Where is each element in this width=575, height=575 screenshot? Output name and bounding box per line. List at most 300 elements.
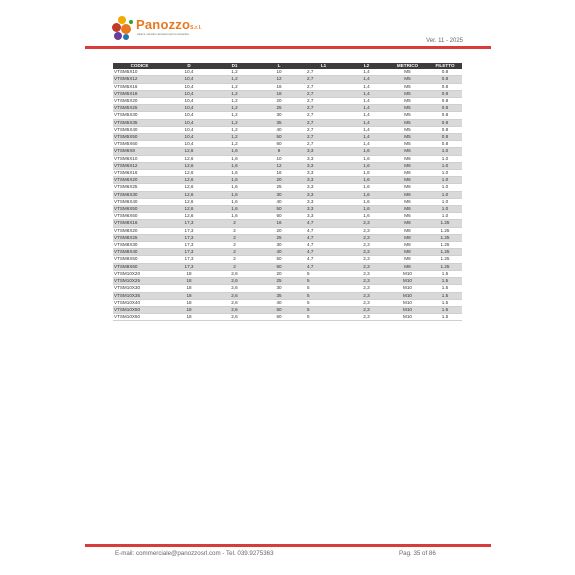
table-cell: 25 xyxy=(257,184,301,191)
table-row xyxy=(113,134,462,141)
table-cell: 2 xyxy=(212,249,257,256)
table-row xyxy=(113,105,462,112)
table-cell: 18 xyxy=(257,90,301,97)
table-cell: M10 xyxy=(387,270,428,277)
table-row xyxy=(113,162,462,169)
table-cell: M8 xyxy=(387,263,428,270)
table-cell: 50 xyxy=(257,134,301,141)
table-row xyxy=(113,249,462,256)
table-cell: 1,2 xyxy=(212,105,257,112)
table-row xyxy=(113,292,462,299)
table-cell: VTSM8X40 xyxy=(113,249,166,256)
table-cell: 25 xyxy=(257,105,301,112)
table-cell: VTSM5X10 xyxy=(113,69,166,76)
table-cell: 3,3 xyxy=(301,162,346,169)
table-cell: 1,2 xyxy=(212,119,257,126)
table-cell: 20 xyxy=(257,227,301,234)
table-cell: 1,2 xyxy=(212,83,257,90)
table-cell: 1.5 xyxy=(428,292,462,299)
table-cell: 2,3 xyxy=(346,256,387,263)
column-header: L2 xyxy=(346,63,387,69)
table-cell: 1.5 xyxy=(428,314,462,321)
table-cell: 17,3 xyxy=(166,242,212,249)
table-cell: 1.25 xyxy=(428,220,462,227)
table-cell: M6 xyxy=(387,170,428,177)
table-cell: 10,4 xyxy=(166,141,212,148)
table-row xyxy=(113,278,462,285)
table-cell: VTSM5X30 xyxy=(113,112,166,119)
table-cell: M5 xyxy=(387,134,428,141)
table-cell: 3,3 xyxy=(301,148,346,155)
table-cell: 12,6 xyxy=(166,213,212,220)
table-cell: VTSM8X30 xyxy=(113,242,166,249)
table-cell: 1.0 xyxy=(428,213,462,220)
table-cell: M10 xyxy=(387,292,428,299)
table-cell: VTSM6X40 xyxy=(113,198,166,205)
table-cell: VTSM10X40 xyxy=(113,299,166,306)
table-cell: 30 xyxy=(257,191,301,198)
table-cell: 1.0 xyxy=(428,177,462,184)
table-cell: 12,6 xyxy=(166,162,212,169)
table-cell: M10 xyxy=(387,306,428,313)
table-cell: 1,6 xyxy=(346,213,387,220)
table-cell: 12 xyxy=(257,76,301,83)
table-cell: VTSM10X60 xyxy=(113,314,166,321)
table-cell: 40 xyxy=(257,299,301,306)
table-cell: 2 xyxy=(212,256,257,263)
table-cell: 2,3 xyxy=(346,263,387,270)
table-cell: VTSM6X25 xyxy=(113,184,166,191)
table-cell: M5 xyxy=(387,90,428,97)
table-cell: 12,6 xyxy=(166,148,212,155)
table-cell: 1,4 xyxy=(346,126,387,133)
table-cell: M6 xyxy=(387,184,428,191)
table-cell: 20 xyxy=(257,177,301,184)
table-cell: 2,7 xyxy=(301,134,346,141)
table-cell: 0.8 xyxy=(428,90,462,97)
table-cell: 1,6 xyxy=(212,191,257,198)
table-cell: 30 xyxy=(257,242,301,249)
table-cell: 1.0 xyxy=(428,162,462,169)
table-cell: 1.0 xyxy=(428,170,462,177)
table-row xyxy=(113,213,462,220)
table-cell: 12,6 xyxy=(166,206,212,213)
table-cell: 1,4 xyxy=(346,83,387,90)
table-cell: 17,3 xyxy=(166,234,212,241)
page-header xyxy=(0,0,575,50)
table-cell: 50 xyxy=(257,306,301,313)
table-cell: 1,4 xyxy=(346,90,387,97)
table-cell: M6 xyxy=(387,198,428,205)
table-cell: 1,6 xyxy=(346,170,387,177)
table-cell: 2,7 xyxy=(301,105,346,112)
table-row xyxy=(113,191,462,198)
table-cell: 18 xyxy=(166,299,212,306)
table-cell: 40 xyxy=(257,198,301,205)
table-cell: 35 xyxy=(257,292,301,299)
table-row xyxy=(113,69,462,76)
column-header: L xyxy=(257,63,301,69)
table-cell: VTSM5X35 xyxy=(113,119,166,126)
column-header: FILETTO xyxy=(428,63,462,69)
table-cell: VTSM5X40 xyxy=(113,126,166,133)
table-cell: 1,6 xyxy=(346,155,387,162)
table-cell: 1,6 xyxy=(346,162,387,169)
table-cell: 0.8 xyxy=(428,98,462,105)
brand-tagline: sistemi, utensili e accessori per la meccanica xyxy=(137,33,189,36)
table-cell: VTSM5X20 xyxy=(113,98,166,105)
table-cell: 2,3 xyxy=(346,249,387,256)
table-cell: VTSM10X25 xyxy=(113,278,166,285)
table-cell: M6 xyxy=(387,213,428,220)
table-cell: M6 xyxy=(387,191,428,198)
table-cell: 60 xyxy=(257,263,301,270)
table-cell: M10 xyxy=(387,299,428,306)
table-cell: 2,6 xyxy=(212,299,257,306)
table-cell: 18 xyxy=(166,306,212,313)
table-cell: M8 xyxy=(387,234,428,241)
table-cell: 1.0 xyxy=(428,191,462,198)
table-cell: 10,4 xyxy=(166,126,212,133)
table-cell: M10 xyxy=(387,314,428,321)
table-cell: M5 xyxy=(387,112,428,119)
table-cell: 20 xyxy=(257,270,301,277)
table-row xyxy=(113,119,462,126)
table-cell: M6 xyxy=(387,162,428,169)
table-cell: 3,3 xyxy=(301,213,346,220)
document-version: Ver. 11 - 2025 xyxy=(426,38,463,44)
table-cell: 1,4 xyxy=(346,76,387,83)
table-cell: VTSM5X25 xyxy=(113,105,166,112)
table-cell: 10,4 xyxy=(166,76,212,83)
table-cell: 3,3 xyxy=(301,206,346,213)
table-cell: 5 xyxy=(301,278,346,285)
table-cell: 0.8 xyxy=(428,105,462,112)
table-cell: 2,7 xyxy=(301,98,346,105)
table-cell: 1,6 xyxy=(346,198,387,205)
table-cell: 1,4 xyxy=(346,98,387,105)
table-cell: 1.5 xyxy=(428,270,462,277)
table-cell: 2,7 xyxy=(301,69,346,76)
table-cell: 3,3 xyxy=(301,170,346,177)
table-cell: VTSM6X30 xyxy=(113,191,166,198)
table-cell: VTSM8X16 xyxy=(113,220,166,227)
table-cell: 60 xyxy=(257,141,301,148)
table-cell: M8 xyxy=(387,249,428,256)
table-cell: 16 xyxy=(257,220,301,227)
table-cell: 4,7 xyxy=(301,249,346,256)
table-cell: 2,7 xyxy=(301,76,346,83)
table-cell: 2,3 xyxy=(346,292,387,299)
table-cell: 40 xyxy=(257,126,301,133)
table-row xyxy=(113,256,462,263)
table-cell: 10,4 xyxy=(166,90,212,97)
table-cell: 3,3 xyxy=(301,191,346,198)
table-cell: 10,4 xyxy=(166,105,212,112)
table-cell: 2,3 xyxy=(346,220,387,227)
table-cell: M8 xyxy=(387,242,428,249)
table-cell: VTSM10X20 xyxy=(113,270,166,277)
table-cell: 12,6 xyxy=(166,170,212,177)
table-cell: 2,6 xyxy=(212,292,257,299)
table-cell: 1,6 xyxy=(346,148,387,155)
table-row xyxy=(113,126,462,133)
table-cell: 50 xyxy=(257,256,301,263)
table-cell: 0.8 xyxy=(428,112,462,119)
table-cell: 17,3 xyxy=(166,256,212,263)
table-cell: 1.25 xyxy=(428,227,462,234)
brand-name: PanozzoS.r.l. xyxy=(136,17,202,32)
table-cell: 1,4 xyxy=(346,141,387,148)
table-cell: 30 xyxy=(257,285,301,292)
table-cell: 8 xyxy=(257,148,301,155)
table-cell: 1,6 xyxy=(346,191,387,198)
table-row xyxy=(113,155,462,162)
table-cell: 1,2 xyxy=(212,126,257,133)
table-cell: VTSM8X20 xyxy=(113,227,166,234)
table-cell: 1,6 xyxy=(212,177,257,184)
table-cell: 1,2 xyxy=(212,76,257,83)
table-cell: 5 xyxy=(301,292,346,299)
table-cell: 17,3 xyxy=(166,220,212,227)
table-cell: 2,3 xyxy=(346,242,387,249)
logo-dots-icon xyxy=(112,16,134,44)
table-cell: M8 xyxy=(387,220,428,227)
table-cell: 1.5 xyxy=(428,299,462,306)
table-cell: 17,3 xyxy=(166,263,212,270)
table-cell: 10,4 xyxy=(166,134,212,141)
table-cell: 3,3 xyxy=(301,155,346,162)
table-cell: 2 xyxy=(212,220,257,227)
table-cell: 18 xyxy=(166,292,212,299)
table-cell: 20 xyxy=(257,98,301,105)
table-cell: M5 xyxy=(387,105,428,112)
table-cell: 2,6 xyxy=(212,306,257,313)
table-row xyxy=(113,314,462,321)
table-cell: 17,3 xyxy=(166,249,212,256)
table-cell: 30 xyxy=(257,112,301,119)
table-cell: 2,3 xyxy=(346,270,387,277)
table-cell: M10 xyxy=(387,278,428,285)
table-cell: VTSM10X30 xyxy=(113,285,166,292)
table-cell: 35 xyxy=(257,119,301,126)
table-cell: 0.8 xyxy=(428,134,462,141)
table-cell: 12 xyxy=(257,162,301,169)
table-cell: 50 xyxy=(257,206,301,213)
table-cell: 18 xyxy=(166,278,212,285)
table-cell: 0.8 xyxy=(428,69,462,76)
table-cell: 10 xyxy=(257,69,301,76)
table-cell: VTSM5X50 xyxy=(113,134,166,141)
table-cell: 1,6 xyxy=(346,177,387,184)
column-header: CODICE xyxy=(113,63,166,69)
table-cell: 1,6 xyxy=(346,206,387,213)
table-row xyxy=(113,141,462,148)
header-divider xyxy=(85,46,491,49)
table-row xyxy=(113,285,462,292)
table-cell: 2,3 xyxy=(346,227,387,234)
table-cell: 25 xyxy=(257,234,301,241)
column-header: METRICO xyxy=(387,63,428,69)
table-cell: 1.0 xyxy=(428,184,462,191)
table-cell: 10,4 xyxy=(166,69,212,76)
table-cell: 5 xyxy=(301,285,346,292)
table-cell: M5 xyxy=(387,141,428,148)
table-cell: 1.0 xyxy=(428,155,462,162)
table-cell: 0.8 xyxy=(428,119,462,126)
table-cell: 1.25 xyxy=(428,242,462,249)
table-row xyxy=(113,112,462,119)
table-cell: 12,6 xyxy=(166,184,212,191)
table-cell: 1,2 xyxy=(212,98,257,105)
table-row xyxy=(113,227,462,234)
table-cell: 1,6 xyxy=(212,162,257,169)
table-row xyxy=(113,206,462,213)
table-cell: 5 xyxy=(301,306,346,313)
company-logo xyxy=(112,16,202,46)
table-cell: 4,7 xyxy=(301,220,346,227)
table-cell: M5 xyxy=(387,126,428,133)
table-cell: 1,6 xyxy=(212,155,257,162)
table-cell: 17,3 xyxy=(166,227,212,234)
table-cell: VTSM5X16 xyxy=(113,83,166,90)
product-table xyxy=(113,63,462,321)
table-cell: 4,7 xyxy=(301,234,346,241)
table-cell: VTSM6X50 xyxy=(113,206,166,213)
table-cell: VTSM10X50 xyxy=(113,306,166,313)
table-cell: 1.0 xyxy=(428,206,462,213)
table-cell: 1,6 xyxy=(212,198,257,205)
table-cell: 1,4 xyxy=(346,69,387,76)
table-cell: 2,3 xyxy=(346,299,387,306)
table-cell: 2,6 xyxy=(212,278,257,285)
table-row xyxy=(113,98,462,105)
table-cell: 18 xyxy=(166,314,212,321)
table-cell: 1,6 xyxy=(212,184,257,191)
table-cell: 2,6 xyxy=(212,314,257,321)
table-cell: VTSM6X12 xyxy=(113,162,166,169)
table-cell: 1,4 xyxy=(346,112,387,119)
table-cell: 1,4 xyxy=(346,134,387,141)
table-cell: 0.8 xyxy=(428,141,462,148)
table-body xyxy=(113,69,462,321)
table-cell: 10,4 xyxy=(166,119,212,126)
table-cell: 2,7 xyxy=(301,141,346,148)
table-cell: 3,3 xyxy=(301,177,346,184)
table-cell: 12,6 xyxy=(166,191,212,198)
table-cell: 16 xyxy=(257,83,301,90)
table-cell: 40 xyxy=(257,249,301,256)
table-cell: VTSM5X12 xyxy=(113,76,166,83)
table-cell: 2,7 xyxy=(301,90,346,97)
table-cell: 1.25 xyxy=(428,263,462,270)
footer-divider xyxy=(85,544,491,547)
table-row xyxy=(113,242,462,249)
table-cell: 1,2 xyxy=(212,112,257,119)
table-cell: 60 xyxy=(257,314,301,321)
table-cell: VTSM6X20 xyxy=(113,177,166,184)
table-cell: 1,2 xyxy=(212,134,257,141)
table-cell: 2,6 xyxy=(212,285,257,292)
table-cell: VTSM8X25 xyxy=(113,234,166,241)
table-cell: 10,4 xyxy=(166,112,212,119)
table-row xyxy=(113,83,462,90)
table-cell: VTSM6X60 xyxy=(113,213,166,220)
table-cell: 25 xyxy=(257,278,301,285)
table-cell: 2,3 xyxy=(346,306,387,313)
table-cell: M5 xyxy=(387,119,428,126)
table-row xyxy=(113,90,462,97)
table-cell: 3,3 xyxy=(301,198,346,205)
table-row xyxy=(113,263,462,270)
table-row xyxy=(113,177,462,184)
table-cell: 10 xyxy=(257,155,301,162)
table-cell: 5 xyxy=(301,314,346,321)
table-cell: 1.5 xyxy=(428,285,462,292)
table-cell: 1,6 xyxy=(212,170,257,177)
table-cell: 2,3 xyxy=(346,314,387,321)
table-row xyxy=(113,270,462,277)
table-cell: 60 xyxy=(257,213,301,220)
table-cell: 1.5 xyxy=(428,278,462,285)
table-cell: 4,7 xyxy=(301,242,346,249)
table-cell: 4,7 xyxy=(301,227,346,234)
table-row xyxy=(113,198,462,205)
table-cell: 2,3 xyxy=(346,278,387,285)
table-row xyxy=(113,234,462,241)
table-cell: VTSM8X50 xyxy=(113,256,166,263)
table-cell: 18 xyxy=(166,270,212,277)
table-row xyxy=(113,299,462,306)
column-header: L1 xyxy=(301,63,346,69)
table-cell: VTSM8X60 xyxy=(113,263,166,270)
table-cell: 12,6 xyxy=(166,177,212,184)
footer-contact: E-mail: commerciale@panozzosrl.com - Tel. 039.9275363 xyxy=(115,550,274,557)
table-cell: 2,7 xyxy=(301,83,346,90)
table-cell: M10 xyxy=(387,285,428,292)
table-cell: 2 xyxy=(212,234,257,241)
table-cell: 2,7 xyxy=(301,119,346,126)
table-cell: 1,6 xyxy=(212,206,257,213)
table-cell: VTSM6X10 xyxy=(113,155,166,162)
table-cell: 10,4 xyxy=(166,98,212,105)
table-cell: 2,7 xyxy=(301,126,346,133)
table-cell: M6 xyxy=(387,206,428,213)
table-cell: 1,2 xyxy=(212,141,257,148)
table-cell: M8 xyxy=(387,256,428,263)
table-row xyxy=(113,76,462,83)
table-cell: 4,7 xyxy=(301,263,346,270)
table-cell: 1,6 xyxy=(212,148,257,155)
table-cell: 4,7 xyxy=(301,256,346,263)
table-cell: M5 xyxy=(387,69,428,76)
table-cell: 2 xyxy=(212,242,257,249)
table-cell: 1.25 xyxy=(428,234,462,241)
table-cell: 1.0 xyxy=(428,148,462,155)
table-cell: M8 xyxy=(387,227,428,234)
table-cell: M6 xyxy=(387,155,428,162)
table-cell: VTSM5X18 xyxy=(113,90,166,97)
table-cell: 1,4 xyxy=(346,119,387,126)
table-cell: VTSM6X8 xyxy=(113,148,166,155)
table-cell: 2,7 xyxy=(301,112,346,119)
table-cell: 10,4 xyxy=(166,83,212,90)
table-cell: 1.5 xyxy=(428,306,462,313)
table-cell: 1.25 xyxy=(428,249,462,256)
table-cell: M6 xyxy=(387,148,428,155)
table-row xyxy=(113,170,462,177)
table-cell: 0.8 xyxy=(428,76,462,83)
